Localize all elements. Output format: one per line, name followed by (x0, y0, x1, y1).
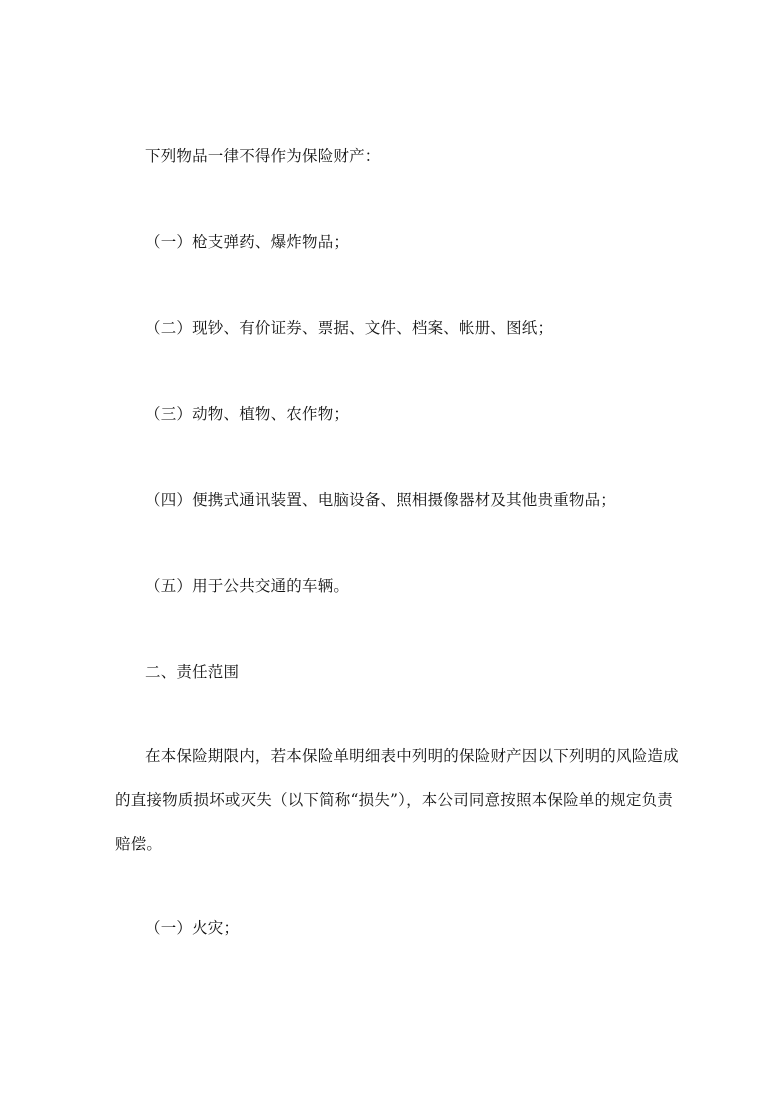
excluded-item-1: （一）枪支弹药、爆炸物品； (145, 233, 350, 251)
excluded-item-3: （三）动物、植物、农作物； (145, 405, 350, 423)
excluded-item-4: （四）便携式通讯装置、电脑设备、照相摄像器材及其他贵重物品； (145, 491, 617, 509)
liability-paragraph-line-1: 在本保险期限内，若本保险单明细表中列明的保险财产因以下列明的风险造成 (145, 747, 679, 765)
excluded-items-intro: 下列物品一律不得作为保险财产： (145, 147, 381, 165)
excluded-item-2: （二）现钞、有价证券、票据、文件、档案、帐册、图纸； (145, 319, 554, 337)
liability-paragraph-line-3: 赔偿。 (115, 835, 163, 853)
section-heading-liability-scope: 二、责任范围 (145, 663, 240, 681)
liability-paragraph-line-2: 的直接物质损坏或灭失（以下简称“损失”），本公司同意按照本保险单的规定负责 (115, 791, 674, 809)
covered-risk-1: （一）火灾； (145, 919, 240, 937)
excluded-item-5: （五）用于公共交通的车辆。 (145, 577, 350, 595)
